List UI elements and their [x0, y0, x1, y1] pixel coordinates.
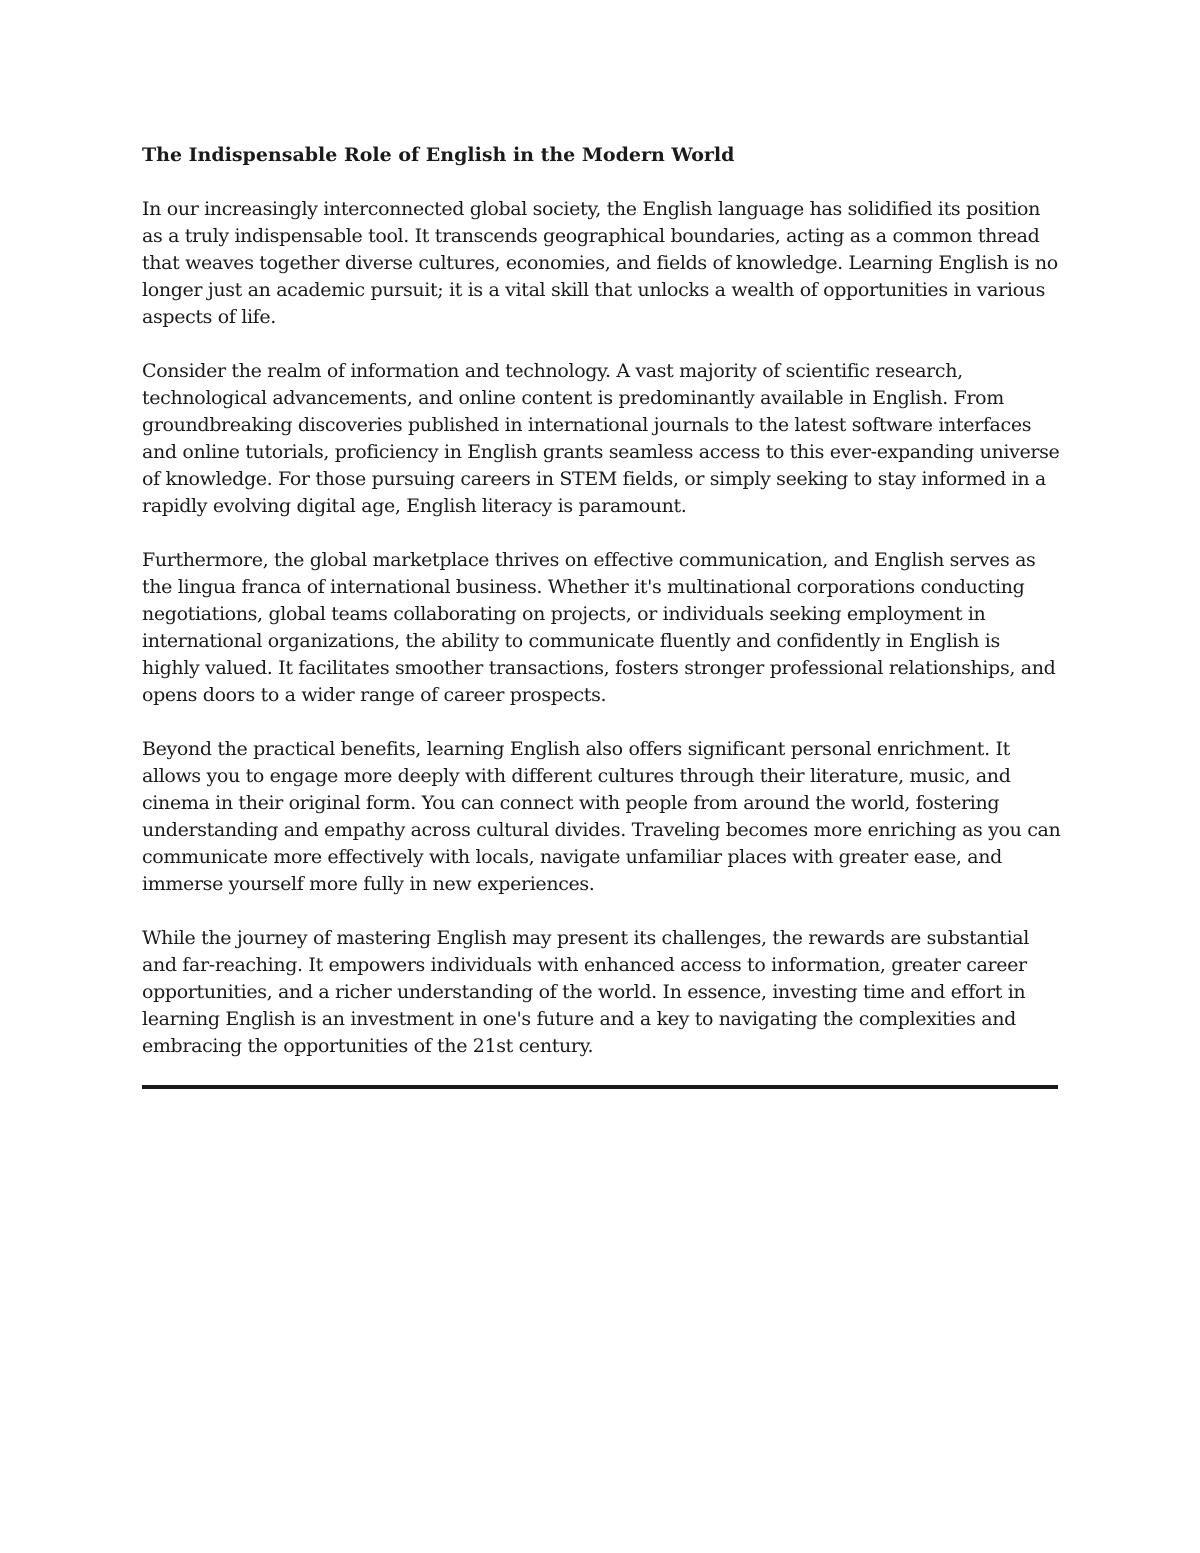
paragraph-4: Beyond the practical benefits, learning English also offers significant personal enrichment. It allows you to engage more deeply with different cultures through their literature, music, and cinema in their original form. You can connect with people from around the world, fostering understanding and empathy across cultural divides. Traveling becomes more enriching as you can communicate more effectively with locals, navigate unfamiliar places with greater ease, and immerse yourself more fully in new experiences.: [142, 738, 1061, 895]
document-body: [142, 142, 1062, 1060]
paragraph-5: While the journey of mastering English may present its challenges, the rewards are substantial and far-reaching. It empowers individuals with enhanced access to information, greater career opportunities, and a richer understanding of the world. In essence, investing time and effort in learning English is an investment in one's future and a key to navigating the complexities and embracing the opportunities of the 21st century.: [142, 927, 1030, 1057]
paragraph-2: Consider the realm of information and technology. A vast majority of scientific research, technological advancements, and online content is predominantly available in English. From groundbreaking discoveries published in international journals to the latest software interfaces and online tutorials, proficiency in English grants seamless access to this ever-expanding universe of knowledge. For those pursuing careers in STEM fields, or simply seeking to stay informed in a rapidly evolving digital age, English literacy is paramount.: [142, 360, 1060, 517]
paragraph-1: In our increasingly interconnected global society, the English language has solidified its position as a truly indispensable tool. It transcends geographical boundaries, acting as a common thread that weaves together diverse cultures, economies, and fields of knowledge. Learning English is no longer just an academic pursuit; it is a vital skill that unlocks a wealth of opportunities in various aspects of life.: [142, 198, 1058, 328]
paragraph-3: Furthermore, the global marketplace thrives on effective communication, and English serves as the lingua franca of international business. Whether it's multinational corporations conducting negotiations, global teams collaborating on projects, or individuals seeking employment in international organizations, the ability to communicate fluently and confidently in English is highly valued. It facilitates smoother transactions, fosters stronger professional relationships, and opens doors to a wider range of career prospects.: [142, 549, 1056, 706]
document-title: The Indispensable Role of English in the Modern World: [142, 144, 735, 166]
horizontal-rule: [142, 1085, 1058, 1089]
